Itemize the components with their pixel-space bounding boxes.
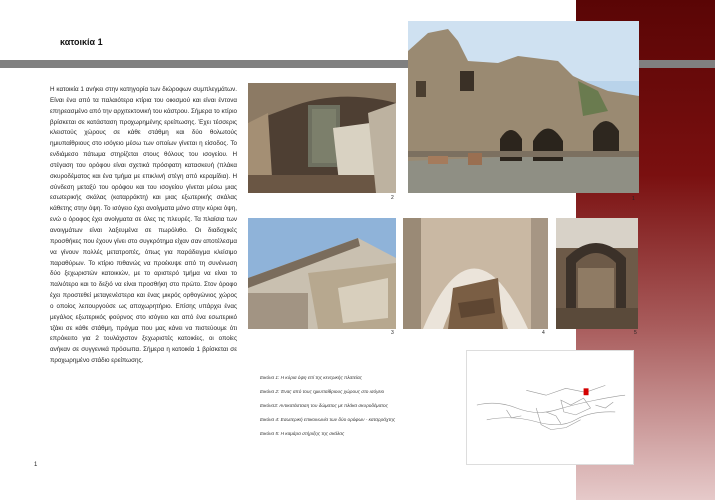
photo-number: 5 bbox=[634, 330, 637, 336]
photo-number: 2 bbox=[391, 195, 394, 201]
figure-captions bbox=[260, 375, 460, 445]
photo-semi-open-space bbox=[248, 83, 396, 193]
location-marker bbox=[584, 388, 589, 395]
caption-1: Εικόνα 1: Η κύρια όψη επί της κεντρικής πλατείας bbox=[260, 375, 362, 380]
photo-number: 1 bbox=[632, 196, 635, 202]
photo-concrete-slab bbox=[248, 218, 396, 329]
caption-2: Εικόνα 2: Ένας από τους ημιυπαίθριους χώρους στο ισόγειο bbox=[260, 389, 385, 394]
page-title: κατοικία 1 bbox=[60, 37, 103, 47]
location-map bbox=[466, 350, 634, 465]
photo-internal-stair bbox=[403, 218, 548, 329]
photo-main-facade bbox=[408, 21, 639, 193]
photo-number: 4 bbox=[542, 330, 545, 336]
page-number: 1 bbox=[34, 462, 38, 468]
photo-number: 3 bbox=[391, 330, 394, 336]
caption-5: Εικόνα 5: Η καμάρα στήριξης της σκάλας bbox=[260, 431, 345, 436]
caption-3: Εικόνα3: Αντικατάσταση του δώματος με πλάκα σκυροδέματος bbox=[260, 403, 388, 408]
photo-stair-arch bbox=[556, 218, 638, 329]
caption-4: Εικόνα 4: Εσωτερική επικοινωνία των δύο ορόφων - καταρράχτης bbox=[260, 417, 396, 422]
description-text: Η κατοικία 1 ανήκει στην κατηγορία των διώροφων συμπλεγμάτων. Είναι ένα από τα παλαιότερα κτίρια του οικισμού και είναι έντονα επηρεασμένο από την αρχιτεκτονική του κάστρου. Σήμερα το κτίριο βρίσκεται σε κατάσταση προχωρημένης ερείπωσης. Έχει τέσσερις κλειστούς χώρους σε κάθε στάθμη και δύο θολωτούς ημιυπαίθριους στο ισόγειο μέσω των οποίων γίνεται η είσοδος. Το ενδιάμεσο πάτωμα στηρίζεται στους θόλους του ισογείου. Η στέγαση του ορόφου είναι σχετικά πρόσφατη κατασκευή (πλάκα σκυροδέματος και ένα τμήμα με επικλινή στέγη από κεραμίδια). Η σύνδεση μεταξύ του ορόφου και του ισογείου γίνεται μέσω μιας εσωτερικής σκάλας (καταρράκτη) και μιας εξωτερικής σκάλας κάθετης στην όψη. Το ισόγειο έχει ανοίγματα μόνο στην κύρια όψη, ενώ ο όροφος έχει ανοίγματα σε όλες τις πλευρές. Τα πλαίσια των ανοιγμάτων είναι λαξευμένα σε πωρόλιθο. Οι διαδοχικές προσθήκες που έχουν γίνει στο συγκρότημα είχαν σαν αποτέλεσμα να γίνουν πολλές μετατροπές, όπως για παράδειγμα κλείσιμο παραθύρων. Το κτίριο πιθανώς να προέκυψε από τη συνένωση δύο ξεχωριστών κατοικιών, με το αριστερό τμήμα να είναι το παλιότερο και το δεξιό να είναι προσθήκη στο πρώτο. Στον όροφο έχει προστεθεί μεταγενέστερα και ένας μικρός ορθογώνιος χώρος ο οποίος λειτουργούσε ως αποχωρητήριο. Επίσης υπάρχει ένας μεγάλος εξωτερικός φούρνος στο ισόγειο και από ένα εσωτερικό τζάκι σε κάθε στάθμη, πράγμα που μας κάνει να πιστεύουμε ότι επρόκειτο για 2 τουλάχιστον ξεχωριστές κατοικίες, οι οποίες ανήκαν σε συγγενικά πρόσωπα. Σήμερα η κατοικία 1 βρίσκεται σε προχωρημένο στάδιο ερείπωσης. bbox=[50, 86, 237, 365]
